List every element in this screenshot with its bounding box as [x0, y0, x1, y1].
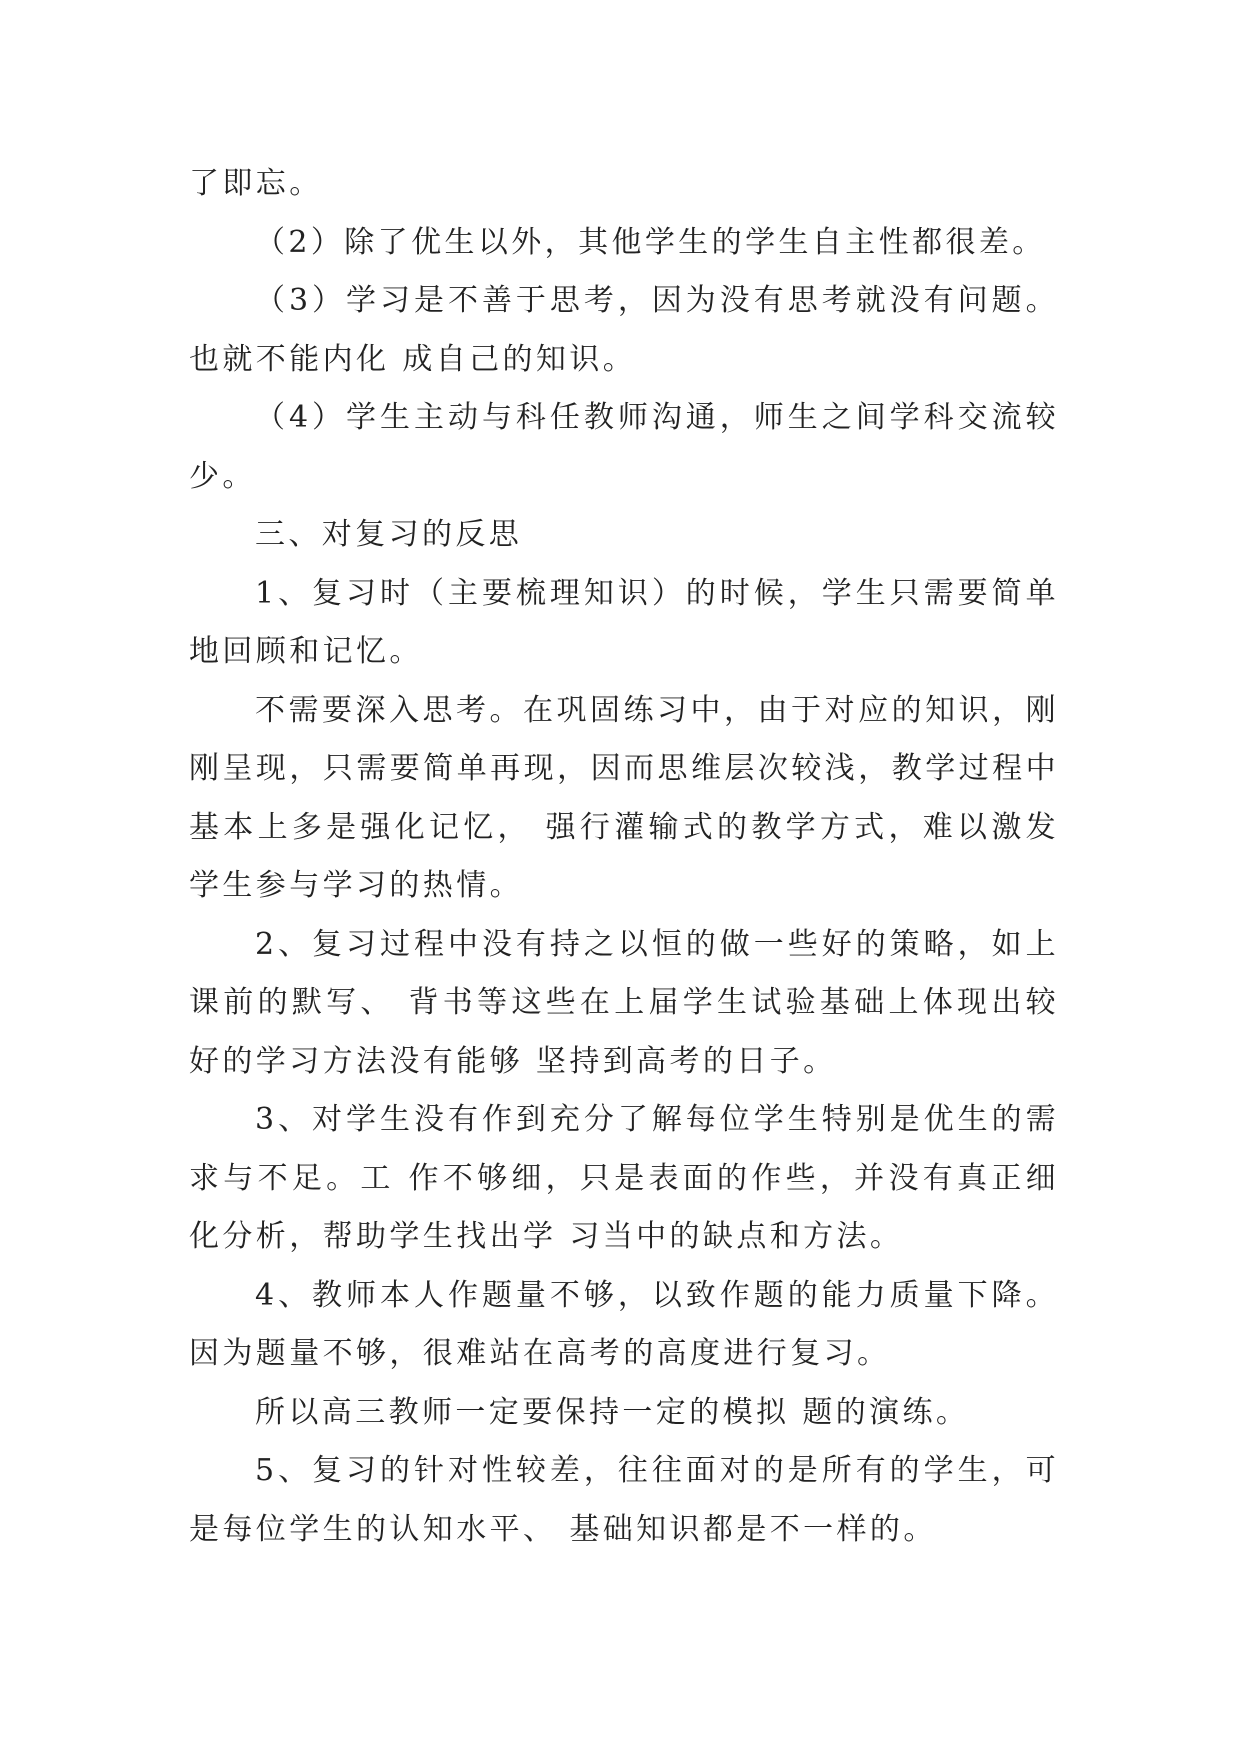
body-text [189, 155, 1059, 1559]
paragraph-fragment: 了即忘。 [189, 166, 323, 201]
paragraph-reflection-3: 3、对学生没有作到充分了解每位学生特别是优生的需求与不足。工 作不够细，只是表面的作些，并没有真正细化分析，帮助学生找出学 习当中的缺点和方法。 [189, 1102, 1059, 1254]
paragraph-reflection-1: 1、复习时（主要梳理知识）的时候，学生只需要简单地回顾和记忆。 [189, 575, 1059, 669]
paragraph-item-4: （4）学生主动与科任教师沟通，师生之间学科交流较少。 [189, 400, 1059, 494]
paragraph-item-2: （2）除了优生以外，其他学生的学生自主性都很差。 [255, 224, 1046, 260]
paragraph-reflection-4-cont: 所以高三教师一定要保持一定的模拟 题的演练。 [255, 1394, 970, 1430]
paragraph-reflection-1-cont: 不需要深入思考。在巩固练习中，由于对应的知识，刚刚呈现，只需要简单再现，因而思维层次较浅，教学过程中基本上多是强化记忆， 强行灌输式的教学方式，难以激发学生参与学习的热情。 [189, 692, 1059, 903]
paragraph-reflection-2: 2、复习过程中没有持之以恒的做一些好的策略，如上课前的默写、 背书等这些在上届学生试验基础上体现出较好的学习方法没有能够 坚持到高考的日子。 [189, 926, 1059, 1079]
paragraph-reflection-4: 4、教师本人作题量不够，以致作题的能力质量下降。因为题量不够，很难站在高考的高度进行复习。 [189, 1277, 1059, 1371]
section-heading: 三、对复习的反思 [255, 517, 523, 552]
paragraph-reflection-5: 5、复习的针对性较差，往往面对的是所有的学生，可是每位学生的认知水平、 基础知识都是不一样的。 [189, 1453, 1059, 1547]
paragraph-item-3: （3）学习是不善于思考，因为没有思考就没有问题。也就不能内化 成自己的知识。 [189, 283, 1059, 377]
